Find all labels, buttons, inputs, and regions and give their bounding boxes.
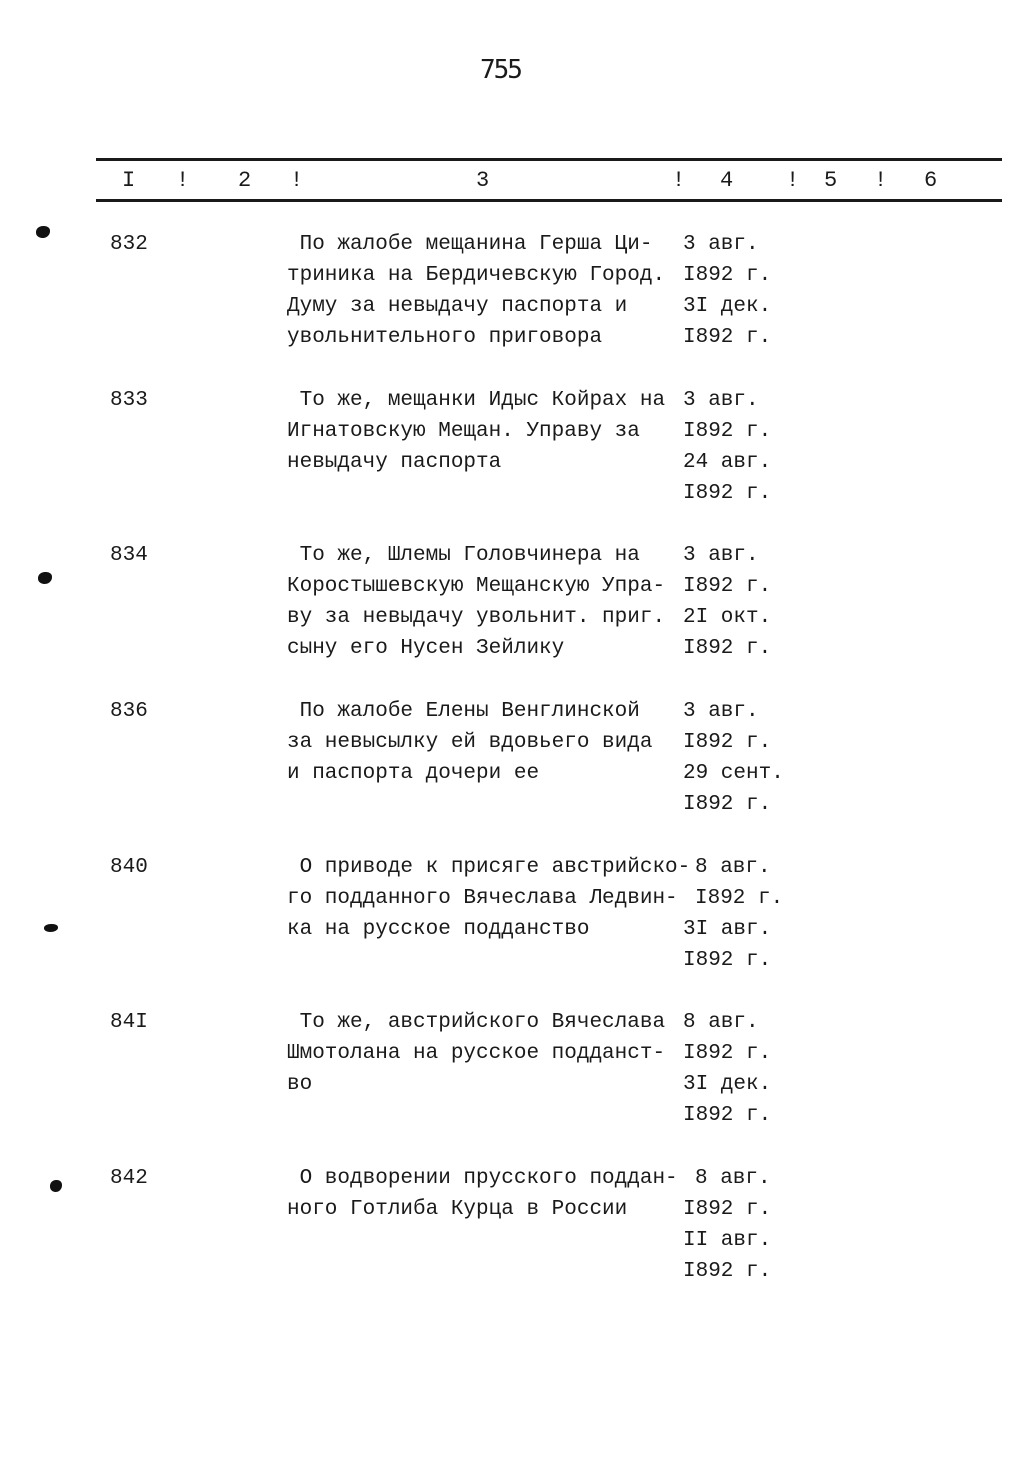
table-header (0, 168, 1024, 194)
entry-title-line: То же, Шлемы Головчинера на (287, 544, 640, 567)
entry-date-end-year: I892 г. (683, 1104, 772, 1127)
entry-date-start: 3 авг. (683, 233, 759, 256)
entry-date-end-year: I892 г. (683, 1260, 772, 1283)
entry-number: 834 (110, 544, 148, 567)
entry-date-start: 8 авг. (683, 1011, 759, 1034)
entry-title-line: ка на русское подданство (287, 918, 590, 941)
entry-number: 840 (110, 856, 148, 879)
entry-date-end-year: I892 г. (683, 482, 772, 505)
entry-title-line: ву за невыдачу увольнит. приг. (287, 606, 666, 629)
entry-title-line: увольнительного приговора (287, 326, 603, 349)
entry-number: 833 (110, 389, 148, 412)
entry-title-line: и паспорта дочери ее (287, 762, 540, 785)
column-separator: ! (290, 168, 304, 193)
entry-date-start: 3 авг. (683, 544, 759, 567)
entry-title-line: во (287, 1073, 313, 1096)
entry-date-end: II авг. (683, 1229, 772, 1252)
entry-date-start: 3 авг. (683, 700, 759, 723)
entry-date-start: 8 авг. (695, 1167, 771, 1190)
entry-number: 832 (110, 233, 148, 256)
entry-number: 842 (110, 1167, 148, 1190)
header-top-rule (96, 158, 1002, 161)
column-header-2: 2 (238, 168, 252, 193)
column-separator: ! (874, 168, 888, 193)
entry-date-end: 3I дек. (683, 1073, 772, 1096)
entry-date-start-year: I892 г. (683, 420, 772, 443)
punch-hole-mark (38, 572, 52, 584)
entry-title-line: По жалобе мещанина Герша Ци- (287, 233, 653, 256)
entry-number: 836 (110, 700, 148, 723)
entry-date-end: 24 авг. (683, 451, 772, 474)
entry-title-line: триника на Бердичевскую Город. (287, 264, 666, 287)
entry-date-end-year: I892 г. (683, 326, 772, 349)
entry-date-start-year: I892 г. (683, 731, 772, 754)
column-separator: ! (672, 168, 686, 193)
entry-title-line: По жалобе Елены Венглинской (287, 700, 640, 723)
entry-title-line: О водворении прусского поддан- (287, 1167, 678, 1190)
punch-hole-mark (44, 924, 58, 932)
column-header-1: I (122, 168, 136, 193)
punch-hole-mark (36, 226, 50, 238)
entry-date-start-year: I892 г. (695, 887, 784, 910)
entry-title-line: О приводе к присяге австрийско- (287, 856, 691, 879)
entry-title-line: Думу за невыдачу паспорта и (287, 295, 628, 318)
entry-date-end: 2I окт. (683, 606, 772, 629)
entry-number: 84I (110, 1011, 148, 1034)
entry-date-end-year: I892 г. (683, 793, 772, 816)
entry-title-line: невыдачу паспорта (287, 451, 502, 474)
column-header-5: 5 (824, 168, 838, 193)
column-separator: ! (176, 168, 190, 193)
entry-date-start-year: I892 г. (683, 575, 772, 598)
entry-title-line: То же, мещанки Идыс Койрах на (287, 389, 666, 412)
entry-date-start: 3 авг. (683, 389, 759, 412)
punch-hole-mark (50, 1180, 62, 1192)
header-bottom-rule (96, 199, 1002, 202)
entry-title-line: Игнатовскую Мещан. Управу за (287, 420, 640, 443)
entry-date-end: 29 сент. (683, 762, 784, 785)
column-header-4: 4 (720, 168, 734, 193)
entry-title-line: То же, австрийского Вячеслава (287, 1011, 666, 1034)
entry-title-line: го подданного Вячеслава Ледвин- (287, 887, 678, 910)
page-number: 755 (480, 55, 521, 85)
column-header-3: 3 (476, 168, 490, 193)
column-separator: ! (786, 168, 800, 193)
entry-date-end: 3I дек. (683, 295, 772, 318)
entry-date-end-year: I892 г. (683, 637, 772, 660)
column-header-6: 6 (924, 168, 938, 193)
entry-date-end: 3I авг. (683, 918, 772, 941)
entry-title-line: Коростышевскую Мещанскую Упра- (287, 575, 666, 598)
entry-date-start-year: I892 г. (683, 1198, 772, 1221)
entry-title-line: Шмотолана на русское подданст- (287, 1042, 666, 1065)
entry-date-start-year: I892 г. (683, 264, 772, 287)
entry-title-line: ного Готлиба Курца в России (287, 1198, 628, 1221)
entry-title-line: за невысылку ей вдовьего вида (287, 731, 653, 754)
entry-date-start-year: I892 г. (683, 1042, 772, 1065)
entry-date-end-year: I892 г. (683, 949, 772, 972)
entry-date-start: 8 авг. (695, 856, 771, 879)
entry-title-line: сыну его Нусен Зейлику (287, 637, 565, 660)
